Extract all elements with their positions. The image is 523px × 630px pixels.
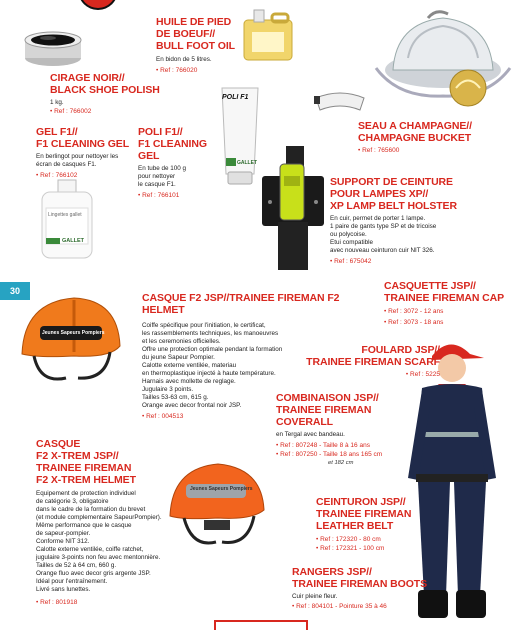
product-ref: • Ref : 5225: [405, 371, 440, 378]
product-ref: • Ref : 766102: [36, 172, 78, 179]
product-title: RANGERS JSP// TRAINEE FIREMAN BOOTS: [292, 566, 427, 590]
product-leather-belt: [316, 496, 426, 553]
lamp-holster-image: [258, 146, 330, 272]
product-poli-f1: [138, 126, 228, 200]
product-ref: • Ref : 766101: [138, 192, 180, 199]
product-title: COMBINAISON JSP// TRAINEE FIREMAN COVERALL: [276, 392, 379, 428]
product-ref: • Ref : 804101 - Pointure 35 à 46: [292, 603, 387, 610]
product-desc: Coiffe spécifique pour l'initiation, le certificat, les rassemblements techniques, les manoeuvres et les ceremonies officielles. Offre une protection optimale pendant la formation du jeune Sapeur Pompier. Calotte externe ventilée, materiau en thermoplastique injecté à haute température. Harnais avec mollette de reglage. Jugulaire 3 points. Tailles 53-63 cm, 615 g. Orange avec decor frontal noir JSP.: [142, 322, 283, 409]
gel-bottle-image: [36, 178, 98, 260]
product-title: FOULARD JSP// TRAINEE FIREMAN SCARF: [306, 344, 440, 368]
product-ref: • Ref : 3073 - 18 ans: [384, 319, 444, 326]
product-title: CIRAGE NOIR// BLACK SHOE POLISH: [50, 72, 160, 96]
product-champagne-bucket: [358, 120, 498, 155]
product-trainee-boots: [292, 566, 442, 611]
product-ref: • Ref : 766020: [156, 67, 198, 74]
product-desc: En berlingot pour nettoyer les écran de casques F1.: [36, 153, 119, 168]
product-ref: • Ref : 675042: [330, 258, 372, 265]
f2-helmet-image: [14, 292, 126, 388]
product-trainee-cap: [384, 280, 520, 327]
product-ref: • Ref : 3072 - 12 ans: [384, 308, 444, 315]
product-trainee-scarf: [300, 344, 440, 379]
xtrem-helmet-band-text: Jeunes Sapeurs Pompiers: [190, 486, 253, 492]
product-title: CASQUETTE JSP// TRAINEE FIREMAN CAP: [384, 280, 505, 304]
product-ref: • Ref : 765600: [358, 147, 400, 154]
product-title: SUPPORT DE CEINTURE POUR LAMPES XP// XP LAMP BELT HOLSTER: [330, 176, 457, 212]
product-ref: • Ref : 807250 - Taille 18 ans 165 cm: [276, 451, 383, 458]
product-title: CASQUE F2 JSP//TRAINEE FIREMAN F2 HELMET: [142, 292, 340, 316]
product-desc: en Tergal avec bandeau.: [276, 431, 345, 438]
product-title: POLI F1// F1 CLEANING GEL: [138, 126, 207, 162]
top-emblem: [78, 0, 118, 10]
product-gel-f1: [36, 126, 136, 180]
product-ref: • Ref : 807248 - Taille 8 à 16 ans: [276, 442, 370, 449]
oil-jerrycan-image: [240, 6, 296, 62]
product-ref: • Ref : 172320 - 80 cm: [316, 536, 381, 543]
gel-bottle-brand: GALLET: [62, 238, 84, 244]
product-black-shoe-polish: [50, 72, 160, 116]
product-desc: Cuir pleine fleur.: [292, 593, 338, 600]
f2-helmet-band-text: Jeunes Sapeurs Pompiers: [42, 330, 105, 336]
product-title: GEL F1// F1 CLEANING GEL: [36, 126, 130, 150]
product-desc: 1 kg.: [50, 99, 64, 106]
product-trainee-coverall: [276, 392, 396, 468]
product-desc: Equipement de protection individuel de catégorie 3, obligatoire dans le cadre de la formation du brevet (et module complementaire SapeurPompier). Même performance que le casque de sapeur-pompier. Conforme NIT 312. Calotte externe ventilée, coiffe ratchet, jugulaire 3-points non feu avec mentonnière. Tailles de 52 à 64 cm, 660 g. Orange fluo avec decor gris argente JSP. Idéal pour l'entraînement. Livré sans lunettes.: [36, 490, 162, 593]
product-desc: En tube de 100 g pour nettoyer le casque F1.: [138, 165, 186, 188]
product-ref: • Ref : 766002: [50, 108, 92, 115]
black-polish-tin-image: [22, 18, 84, 68]
product-title: SEAU A CHAMPAGNE// CHAMPAGNE BUCKET: [358, 120, 472, 144]
product-ref: • Ref : 801918: [36, 599, 78, 606]
product-ref: et 182 cm: [328, 460, 354, 466]
product-lamp-belt-holster: [330, 176, 500, 266]
product-title: CEINTURON JSP// TRAINEE FIREMAN LEATHER BELT: [316, 496, 412, 532]
page-number-tab: 30: [0, 282, 30, 300]
champagne-bucket-image: [368, 8, 518, 118]
product-ref: • Ref : 004513: [142, 413, 184, 420]
product-desc: En bidon de 5 litres.: [156, 56, 212, 63]
product-desc: En cuir, permet de porter 1 lampe. 1 paire de gants type SP et de tricoise ou polycoise. Etui compatible avec nouveau ceinturon cuir NIT 326.: [330, 215, 437, 254]
gel-bottle-label: Lingettes gallet: [48, 212, 82, 218]
product-title: CASQUE F2 X-TREM JSP// TRAINEE FIREMAN F2 X-TREM HELMET: [36, 438, 136, 486]
product-xtrem-helmet: [36, 438, 196, 607]
bottom-tab: [214, 620, 308, 630]
tube-label: POLI F1: [222, 94, 249, 101]
product-title: HUILE DE PIED DE BOEUF// BULL FOOT OIL: [156, 16, 235, 52]
product-ref: • Ref : 172321 - 100 cm: [316, 545, 385, 552]
goggle-visor-image: [312, 86, 368, 114]
tube-brand: GALLET: [237, 160, 257, 166]
product-bull-foot-oil: [156, 16, 246, 75]
